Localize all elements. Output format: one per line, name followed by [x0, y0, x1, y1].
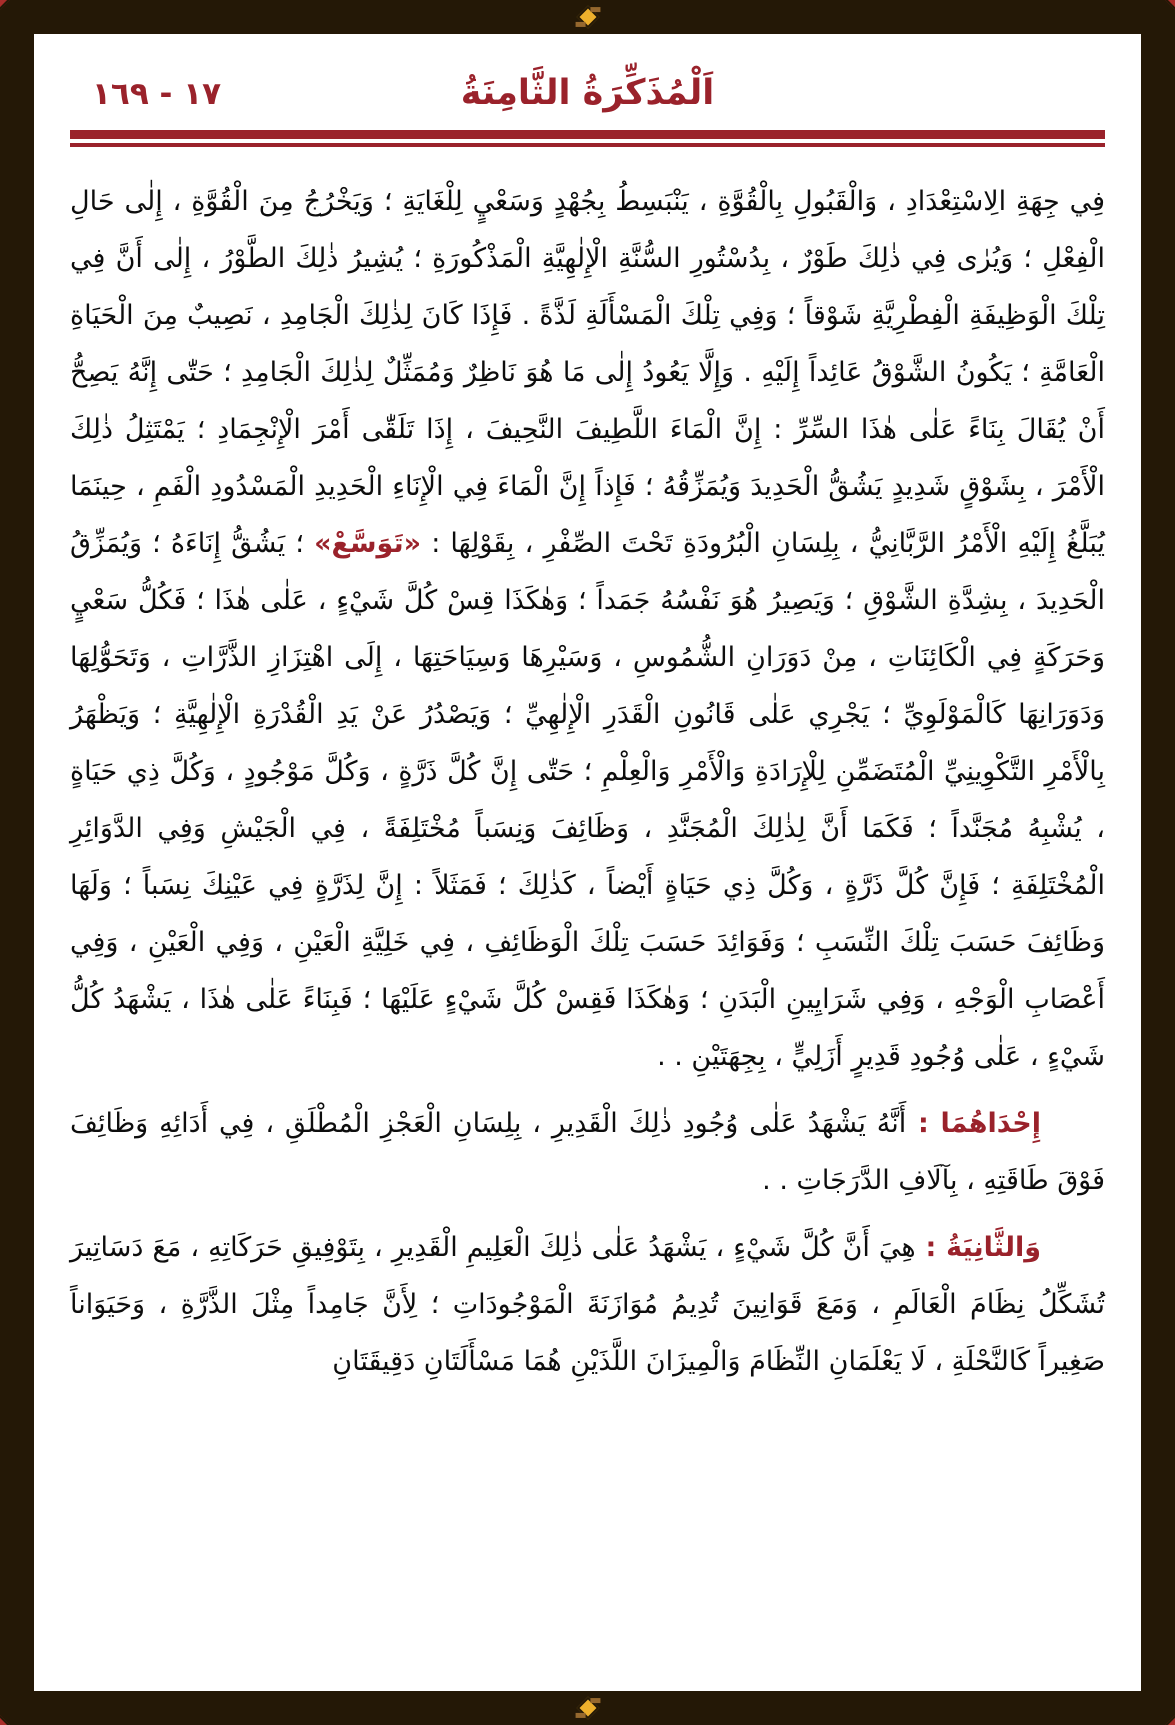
page-number: ١٧ - ١٦٩ — [92, 76, 222, 112]
page-content — [34, 34, 1141, 1691]
text-segment: فِي جِهَةِ الِاسْتِعْدَادِ ، وَالْقَبُولِ بِالْقُوَّةِ ، يَنْبَسِطُ بِجُهْدٍ وَسَعْيٍ لِلْغَايَةِ ؛ وَيَخْرُجُ مِنَ الْقُوَّةِ ، إِلٰى حَالِ الْفِعْلِ ؛ وَيُرٰى فِي ذٰلِكَ طَوْرٌ ، بِدُسْتُورِ السُّنَّةِ الْإِلٰهِيَّةِ الْمَذْكُورَةِ ؛ يُشِيرُ ذٰلِكَ الطَّوْرُ ، إِلٰى أَنَّ فِي تِلْكَ الْوَظِيفَةِ الْفِطْرِيَّةِ شَوْقاً ؛ وَفِي تِلْكَ الْمَسْأَلَةِ لَذَّةً . فَإِذَا كَانَ لِذٰلِكَ الْجَامِدِ ، نَصِيبٌ مِنَ الْحَيَاةِ الْعَامَّةِ ؛ يَكُونُ الشَّوْقُ عَائِداً إِلَيْهِ . وَإِلَّا يَعُودُ إِلٰى مَا هُوَ نَاظِرٌ وَمُمَثِّلٌ لِذٰلِكَ الْجَامِدِ ؛ حَتّٰى إِنَّهُ يَصِحُّ أَنْ يُقَالَ بِنَاءً عَلٰى هٰذَا السِّرِّ : إِنَّ الْمَاءَ اللَّطِيفَ النَّحِيفَ ، إِذَا تَلَقّٰى أَمْرَ الْإِنْجِمَادِ ؛ يَمْتَثِلُ ذٰلِكَ الْأَمْرَ ، بِشَوْقٍ شَدِيدٍ يَشُقُّ الْحَدِيدَ وَيُمَزِّقُهُ ؛ فَإِذاً إِنَّ الْمَاءَ فِي الْإِنَاءِ الْحَدِيدِ الْمَسْدُودِ الْفَمِ ، حِينَمَا يُبَلَّغُ إِلَيْهِ الْأَمْرُ الرَّبَّانِيُّ ، بِلِسَانِ الْبُرُودَةِ تَحْتَ الصِّفْرِ ، بِقَوْلِهَا : — [70, 186, 1105, 559]
highlighted-word: إِحْدَاهُمَا : — [906, 1108, 1042, 1139]
ornamental-border-right — [1141, 0, 1175, 1725]
divider-thin-line — [70, 143, 1105, 147]
body-text — [70, 173, 1105, 1390]
ornamental-border-left — [0, 0, 34, 1725]
text-segment: أَنَّهُ يَشْهَدُ عَلٰى وُجُودِ ذٰلِكَ الْقَدِيرِ ، بِلِسَانِ الْعَجْزِ الْمُطْلَقِ ، فِي أَدَائِهِ وَظَائِفَ فَوْقَ طَاقَتِهِ ، بِآلَافِ الدَّرَجَاتِ . . — [70, 1108, 1105, 1196]
header-divider — [70, 130, 1105, 147]
text-segment: هِيَ أَنَّ كُلَّ شَيْءٍ ، يَشْهَدُ عَلٰى ذٰلِكَ الْعَلِيمِ الْقَدِيرِ ، بِتَوْفِيقِ حَرَكَاتِهِ ، مَعَ دَسَاتِيرَ تُشَكِّلُ نِظَامَ الْعَالَمِ ، وَمَعَ قَوَانِينَ تُدِيمُ مُوَازَنَةَ الْمَوْجُودَاتِ ؛ لِأَنَّ جَامِداً مِثْلَ الذَّرَّةِ ، وَحَيَوَاناً صَغِيراً كَالنَّحْلَةِ ، لَا يَعْلَمَانِ النِّظَامَ وَالْمِيزَانَ اللَّذَيْنِ هُمَا مَسْأَلَتَانِ دَقِيقَتَانِ — [70, 1232, 1105, 1377]
text-segment: ؛ يَشُقُّ إِنَاءَهُ ؛ وَيُمَزِّقُ الْحَدِيدَ ، بِشِدَّةِ الشَّوْقِ ؛ وَيَصِيرُ هُوَ نَفْسُهُ جَمَداً ؛ وَهٰكَذَا قِسْ كُلَّ شَيْءٍ ، عَلٰى هٰذَا ؛ فَكُلُّ سَعْيٍ وَحَرَكَةٍ فِي الْكَائِنَاتِ ، مِنْ دَوَرَانِ الشُّمُوسِ ، وَسَيْرِهَا وَسِيَاحَتِهَا ، إِلَى اهْتِزَازِ الذَّرَّاتِ ، وَتَحَوُّلِهَا وَدَوَرَانِهَا كَالْمَوْلَوِيِّ ؛ يَجْرِي عَلٰى قَانُونِ الْقَدَرِ الْإِلٰهِيِّ ؛ وَيَصْدُرُ عَنْ يَدِ الْقُدْرَةِ الْإِلٰهِيَّةِ ؛ وَيَظْهَرُ بِالْأَمْرِ التَّكْوِينِيِّ الْمُتَضَمِّنِ لِلْإِرَادَةِ وَالْأَمْرِ وَالْعِلْمِ ؛ حَتّٰى إِنَّ كُلَّ ذَرَّةٍ ، وَكُلَّ مَوْجُودٍ ، وَكُلَّ ذِي حَيَاةٍ ، يُشْبِهُ مُجَنَّداً ؛ فَكَمَا أَنَّ لِذٰلِكَ الْمُجَنَّدِ ، وَظَائِفَ وَنِسَباً مُخْتَلِفَةً ، فِي الْجَيْشِ وَفِي الدَّوَائِرِ الْمُخْتَلِفَةِ ؛ فَإِنَّ كُلَّ ذَرَّةٍ ، وَكُلَّ ذِي حَيَاةٍ أَيْضاً ، كَذٰلِكَ ؛ فَمَثَلاً : إِنَّ لِذَرَّةٍ فِي عَيْنِكَ نِسَباً ؛ وَلَهَا وَظَائِفَ حَسَبَ تِلْكَ النِّسَبِ ؛ وَفَوَائِدَ حَسَبَ تِلْكَ الْوَظَائِفِ ، فِي خَلِيَّةِ الْعَيْنِ ، وَفِي الْعَيْنِ ، وَفِي أَعْصَابِ الْوَجْهِ ، وَفِي شَرَايِينِ الْبَدَنِ ؛ وَهٰكَذَا فَقِسْ كُلَّ شَيْءٍ عَلَيْهَا ؛ فَبِنَاءً عَلٰى هٰذَا ، يَشْهَدُ كُلُّ شَيْءٍ ، عَلٰى وُجُودِ قَدِيرٍ أَزَلِيٍّ ، بِجِهَتَيْنِ . . — [70, 528, 1105, 1072]
divider-thick-line — [70, 130, 1105, 139]
highlighted-word: «تَوَسَّعْ» — [314, 528, 422, 559]
highlighted-word: وَالثَّانِيَةُ : — [915, 1232, 1041, 1263]
paragraph-first-point — [70, 1095, 1105, 1209]
paragraph-main — [70, 173, 1105, 1085]
paragraph-second-point — [70, 1219, 1105, 1390]
page-title: اَلْمُذَكِّرَةُ الثَّامِنَةُ — [460, 73, 715, 113]
